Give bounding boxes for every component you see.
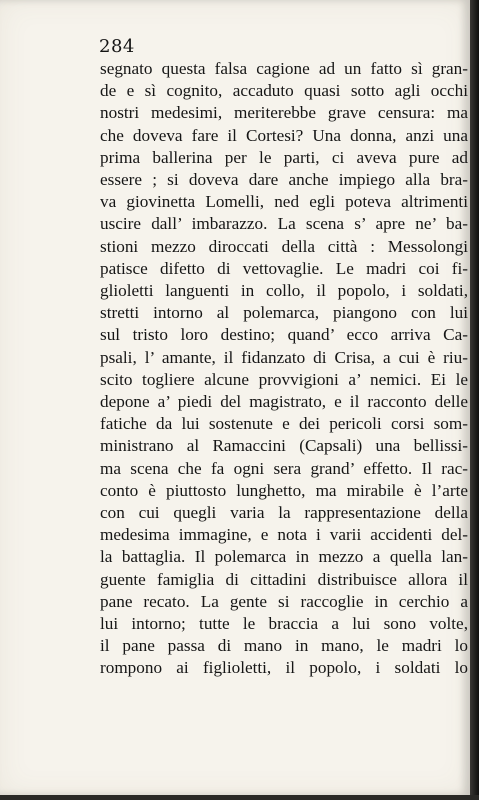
text-line: sul tristo loro destino; quand’ ecco arriva Ca- <box>100 325 468 345</box>
text-line: fatiche da lui sostenute e dei pericoli corsi som- <box>100 414 468 434</box>
text-line: depone a’ piedi del magistrato, e il racconto delle <box>100 392 468 412</box>
body-text <box>100 58 468 680</box>
text-line: scito togliere alcune provvigioni a’ nemici. Ei le <box>100 369 468 389</box>
text-line: guente famiglia di cittadini distribuisce allora il <box>100 569 468 589</box>
text-line: stioni mezzo diroccati della città : Messolongi <box>100 236 468 256</box>
text-line: prima ballerina per le parti, ci aveva pure ad <box>100 147 468 167</box>
text-line: glioletti languenti in collo, il popolo, i soldati, <box>100 281 468 301</box>
text-line: segnato questa falsa cagione ad un fatto sì gran- <box>100 59 468 78</box>
text-line: ministrano al Ramaccini (Capsali) una bellissi- <box>100 436 468 456</box>
text-line: lui intorno; tutte le braccia a lui sono volte, <box>100 614 468 634</box>
text-line: il pane passa di mano in mano, le madri lo <box>100 636 468 656</box>
text-line: che doveva fare il Cortesi? Una donna, anzi una <box>100 125 468 145</box>
text-line: rompono ai figlioletti, il popolo, i soldati lo <box>100 658 468 678</box>
text-line: essere ; si doveva dare anche impiego alla bra- <box>100 170 468 190</box>
text-line: pane recato. La gente si raccoglie in cerchio a <box>100 591 468 611</box>
text-line: uscire dall’ imbarazzo. La scena s’ apre ne’ ba- <box>100 214 468 234</box>
page-edge-shadow <box>470 0 479 800</box>
page-number: 284 <box>99 36 135 57</box>
text-line: con cui quegli varia la rappresentazione della <box>100 503 468 523</box>
text-line: patisce difetto di vettovaglie. Le madri coi fi- <box>100 258 468 278</box>
text-line: de e sì cognito, accaduto quasi sotto agli occhi <box>100 81 468 101</box>
text-line: medesima immagine, e nota i varii accidenti del- <box>100 525 468 545</box>
text-line: stretti intorno al polemarca, piangono con lui <box>100 303 468 323</box>
page-bottom-edge <box>0 795 479 800</box>
text-line: ma scena che fa ogni sera grand’ effetto. Il rac- <box>100 458 468 478</box>
text-line: la battaglia. Il polemarca in mezzo a quella lan- <box>100 547 468 567</box>
text-line: conto è piuttosto lunghetto, ma mirabile è l’arte <box>100 480 468 500</box>
text-line: psali, l’ amante, il fidanzato di Crisa, a cui è riu- <box>100 347 468 367</box>
text-line: nostri medesimi, meriterebbe grave censura: ma <box>100 103 468 123</box>
text-line: va giovinetta Lomelli, ned egli poteva altrimenti <box>100 192 468 212</box>
